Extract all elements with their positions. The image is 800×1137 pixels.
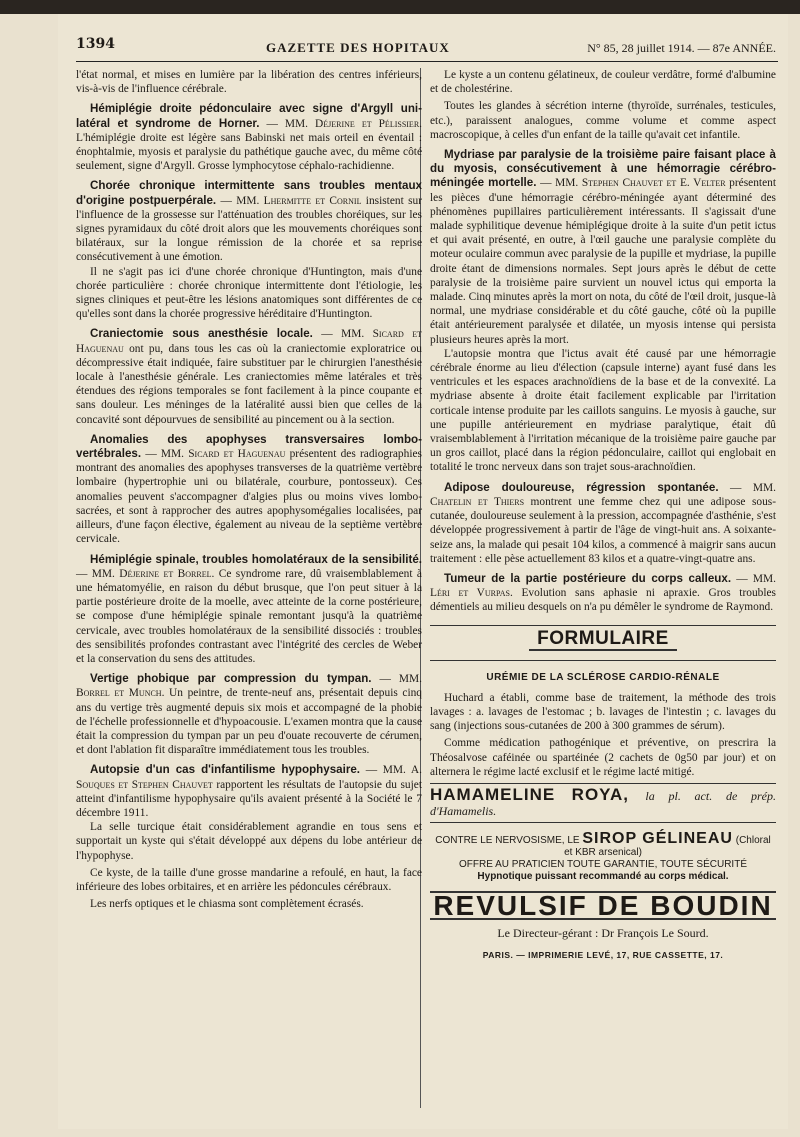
top-dark-edge [0,0,800,14]
article-text: Ce syndrome rare, dû vraisemblablement à une hématomyélie, en raison du début brusque, que l'on peut situer à la partie postérieure droite de la moelle, avec atteinte de la corne postérieure, se compose d'une hémiplégie spinale remontant jusqu'à la quatrième cervicale, avec troubles homolatéraux de la sensibilité dissociés : troubles des sensibilités profondes contrastant avec l'intégrité des cercles de Weber et la conservation du sens des attitudes. [76,567,422,665]
header-rule [76,61,778,62]
article-paragraph: Il ne s'agit pas ici d'une chorée chronique d'Huntington, mais d'une chorée particulière : chorée chronique intermittente dont l'étiologie, les signes cliniques et peut-être les lésions anatomiques sont différentes de ce qu'elles sont dans la chorée progressive héréditaire d'Huntington. [76,265,422,321]
article-heading: Hémiplégie droite pédonculaire avec signe d'Argyll uni-latéral et syndrome de Horner. [76,102,422,130]
article-autopsie [76,763,422,820]
article-text: ont pu, dans tous les cas où la craniectomie exploratrice ou décompressive était indiquée, faire substituer par le chirurgien l'anesthésie locale à l'anesthésie générale. Les craniectomies même latérales et très étendues des régions temporales se font facilement à la pince coupante et sans douleur. Les méninges de la latéralité aussi bien que celles de la concavité sont dépourvues de sensibilité au pincement ou à la section. [76,342,422,426]
article-heading: Craniectomie sous anesthésie locale. [90,327,313,341]
article-hemiplegie-droite [76,102,422,173]
article-authors: — MM. Sicard et Haguenau [76,328,422,355]
article-text: Un peintre, de trente-neuf ans, présentait depuis cinq ans du vertige très augmenté depuis six mois et accompagné de la phobie de l'échelle professionnelle et d'hypoacousie. L'examen montra que la cause était la compression du tympan par un peu d'ouate recouverte de cérumen, et dont l'ablation fit disparaître immédiatement tous les troubles. [76,687,422,757]
article-heading: Anomalies des apophyses transversaires lombo-vertébrales. [76,432,422,461]
article-hemiplegie-spinale [76,553,422,667]
article-heading: Vertige phobique par compression du tympan. [90,672,372,686]
formulaire-subtitle: URÉMIE DE LA SCLÉROSE CARDIO-RÉNALE [486,671,720,683]
ad-hamameline-title: HAMAMELINE ROYA, [430,784,629,804]
article-text: L'hémiplégie droite est légère sans Babinski net mais orteil en éventail : énophtalmie, myosis et paralysie du pathétique gauche avec, du même côté seulement, signe d'Argyll. Grosse lymphocytose céphalo-rachidienne. [76,131,422,173]
article-paragraph: L'autopsie montra que l'ictus avait été causé par une hémorragie cérébrale énorme au lieu d'élection (capsule interne) ayant fusé dans les ventricules et les espaces arachnoïdiens de la base et de la convexité. La mydriase absente à droite était facilement explicable par l'irritation corticale intense produite par les caillots sanguins. Le myosis à gauche, sur une pupille antérieurement en mydriase paralytique, était dû vraisemblablement à l'irritation mécanique de la troisième paire gauche par un gros caillot, placé dans la région pédonculaire, caillot qui englobait en totalité le tronc nerveux dans son trajet sous-arachnoïdien. [430,347,776,474]
article-adipose [430,481,776,566]
journal-title: GAZETTE DES HOPITAUX [266,40,450,55]
advertisement-revulsif: REVULSIF DE BOUDIN [430,891,776,919]
article-heading: Mydriase par paralysie de la troisième paire faisant place à du myosis, consécutivement à une hémorragie cérébro-méningée mortelle. [430,148,776,190]
formulaire-title: FORMULAIRE [529,628,677,651]
formulaire-banner [430,625,776,661]
article-authors: — MM. Chatelin et Thiers [430,481,776,508]
article-authors: — MM. Déjerine et Pélissier. [266,117,422,130]
advertisement-hamameline [430,783,776,818]
article-authors: — MM. Borrel et Munch. [76,673,422,700]
article-authors: — MM. Déjerine et Borrel. [76,567,215,580]
article-heading: Hémiplégie spinale, troubles homolatéraux de la sensibilité. [90,552,422,566]
ad-hamameline-subtitle: la pl. act. de prép. d'Hamamelis. [430,788,776,819]
article-authors: — MM. Lhermitte et Cornil [220,194,362,207]
article-text: montrent une femme chez qui une adipose sous-cutanée, douloureuse seulement à la pression, accompagnée d'asthénie, s'est développée progressivement à partir de l'âge de vingt-huit ans. A soixante-seize ans, la malade qui pesait 104 kilos, a commencé à maigrir sans aucun traitement : elle pèse actuellement 83 kilos et a quatre-vingt-quatre ans. [430,495,776,565]
article-paragraph: Ce kyste, de la taille d'une grosse mandarine a refoulé, en haut, la face inférieure des lobes orbitaires, et en arrière les pédoncules cérébraux. [76,866,422,893]
article-heading: Adipose douloureuse, régression spontanée. [444,480,719,494]
advertisement-gelineau [430,822,776,883]
article-tumeur [430,572,776,615]
newspaper-page [58,14,788,1129]
imprimerie-line: PARIS. — IMPRIMERIE LEVÉ, 17, RUE CASSETTE, 17. [482,949,724,960]
directeur-gerant: Le Directeur-gérant : Dr François Le Sourd. [497,925,709,940]
article-heading: Chorée chronique intermittente sans troubles mentaux d'origine postpuerpérale. [76,179,422,207]
article-paragraph: Les nerfs optiques et le chiasma sont complètement écrasés. [90,898,364,911]
ad-gelineau-line3: OFFRE AU PRATICIEN TOUTE GARANTIE, TOUTE SÉCURITÉ [458,859,747,871]
intro-text: l'état normal, et mises en lumière par la libération des centres inférieurs, vis-à-vis de l'influence cérébrale. [76,69,422,96]
article-authors: — MM. Léri et Vurpas. [430,572,777,600]
formulaire-paragraph: Huchard a établi, comme base de traitement, la méthode des trois lavages : a. lavages de l'estomac ; b. lavages de l'intestin ; c. lavages du sang (injections sous-cutanées de 200 à 300 grammes de sérum). [430,691,776,733]
article-authors: — MM. Sicard et Haguenau [145,448,286,461]
article-authors: — MM. A. Souques et Stephen Chauvet [76,764,422,791]
formulaire-paragraph: Comme médication pathogénique et préventive, on prescrira la Théosalvose caféinée ou spartéinée (2 cachets de 0g50 par jour) et on alternera le régime lacté exclusif et le régime lacté mitigé. [430,737,776,778]
article-craniectomie [76,327,422,426]
ad-gelineau-line2: (Chloral et KBR arsenical) [564,835,771,859]
page-number: 1394 [76,36,115,52]
article-paragraph: Toutes les glandes à sécrétion interne (thyroïde, surrénales, testicules, etc.), paraissent analogues, comme volume et comme aspect macroscopique, à celles d'un enfant de la taille qu'avait cet infantile. [430,100,776,141]
article-mydriase [430,148,776,347]
article-authors: — MM. Stephen Chauvet et E. Velter [540,177,726,190]
article-anomalies [76,433,422,547]
article-text: insistent sur l'influence de la grossesse sur l'atténuation des troubles choréiques, sur les signes pyramidaux du côté droit alors que les mouvements choréiques sont bilatéraux, sur la longue rémission de la chorée et sa reprise consécutivement à une émotion. [76,194,422,264]
ad-gelineau-title: SIROP GÉLINEAU [582,830,733,848]
article-heading: Tumeur de la partie postérieure du corps calleux. [444,571,732,585]
article-choree [76,179,422,264]
article-heading: Autopsie d'un cas d'infantilisme hypophysaire. [90,763,361,777]
article-paragraph: Le kyste a un contenu gélatineux, de couleur verdâtre, formé d'albumine et de cholestérine. [430,69,776,96]
left-column [76,68,422,914]
article-text: Evolution sans aphasie ni apraxie. Gros troubles démentiels au milieu desquels on n'a pu démêler le syndrome de Raymond. [430,587,776,614]
article-vertige [76,672,422,757]
article-text: rapportent les résultats de l'autopsie du sujet atteint d'infantilisme hypophysaire qu'ils avaient présenté à la Société le 7 décembre 1911. [76,778,422,819]
right-column [430,68,776,962]
page-header [76,36,776,58]
article-text: présentent les pièces d'une hémorragie cérébro-méningée ayant déterminé des phénomènes pupillaires particulièrement intéressants. Il s'agissait d'une malade syphilitique devenue hémiplégique droite à la suite d'un petit ictus et qui avait présenté, en outre, à l'œil gauche une paralysie complète du moteur oculaire commun avec paralysie de la pupille et mydriase, la pupille droite étant de dimensions normales. Sept jours après le début de cette paralysie de la troisième paire survient un nouvel ictus qui emporta la malade. Cinq minutes après la mort on nota, du côté de l'œil droit, jusque-là normal, une mydriase considérable et du côté gauche, côté où la pupille était antérieurement paralysée et dilatée, un myosis intense qui persista plusieurs heures après la mort. [430,177,776,346]
article-paragraph: La selle turcique était considérablement agrandie en tous sens et supportait un kyste qui s'était développé aux dépens du lobe antérieur de l'hypophyse. [76,821,422,862]
article-text: présentent des radiographies montrant des anomalies des apophyses transverses de la quatrième vertèbre lombaire (hypertrophie uni ou bilatérale, courbure, pontosseux). Ces anomalies peuvent s'accompagner d'algies plus ou moins vives lombo-sacrées, et sont à rapprocher des autres apophysomégalies localisées, par ailleurs, d'une façon élective, également au niveau de la septième vertèbre cervicale. [76,448,422,546]
ad-gelineau-line1: CONTRE LE NERVOSISME, LE [435,835,580,847]
ad-gelineau-line4: Hypnotique puissant recommandé au corps médical. [477,871,729,883]
issue-info: N° 85, 28 juillet 1914. — 87e ANNÉE. [587,41,776,55]
